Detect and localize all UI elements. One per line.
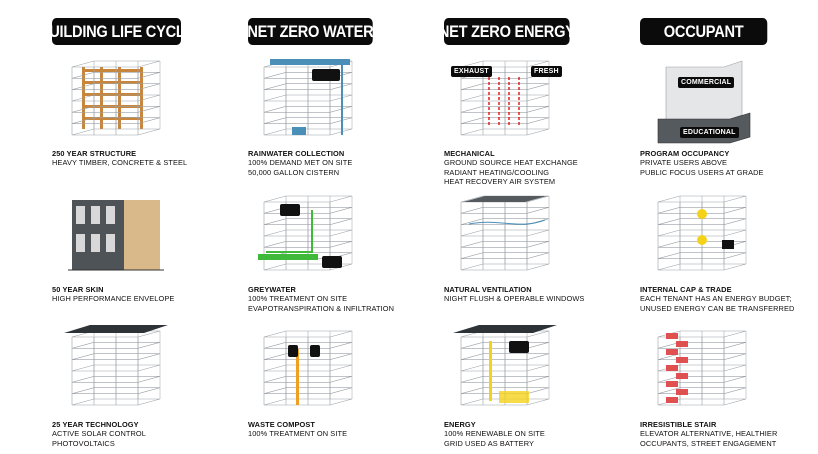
building-wireframe: [646, 325, 758, 415]
diagram-internal-cap-trade: [646, 190, 758, 280]
caption-line: HEAT RECOVERY AIR SYSTEM: [444, 177, 556, 187]
diagram-250-year-structure: [60, 55, 172, 145]
caption-internal-cap-trade: [640, 285, 794, 313]
timber-column: [140, 67, 143, 129]
caption-line: GROUND SOURCE HEAT EXCHANGE: [444, 158, 578, 168]
caption-mechanical: [444, 149, 578, 187]
solar-panel-roof: [453, 325, 557, 333]
building-wireframe: [252, 190, 364, 280]
window: [76, 234, 85, 252]
stair-flight: [666, 397, 678, 403]
building-wireframe: [449, 325, 561, 415]
window: [91, 234, 100, 252]
toilet-icon: [288, 345, 298, 357]
window: [91, 206, 100, 224]
stair-flight: [666, 349, 678, 355]
cistern: [292, 127, 306, 135]
caption-title: INTERNAL CAP & TRADE: [640, 285, 732, 294]
solar-panel-roof: [64, 325, 168, 333]
computer-icon: [722, 240, 734, 249]
header-occupant: OCCUPANT: [640, 18, 767, 45]
energy-token: [697, 209, 707, 219]
fixture-icon: [312, 69, 340, 81]
stair-flight: [676, 389, 688, 395]
stair-flight: [676, 373, 688, 379]
caption-title: ENERGY: [444, 420, 476, 429]
fixture-icon: [322, 256, 342, 268]
toilet-icon: [310, 345, 320, 357]
skin-panel-timber: [124, 200, 160, 270]
caption-line: 100% RENEWABLE ON SITE: [444, 429, 545, 439]
caption-title: IRRESISTIBLE STAIR: [640, 420, 717, 429]
timber-column: [118, 67, 121, 129]
greywater-pipe: [266, 210, 312, 252]
caption-line: 50,000 GALLON CISTERN: [248, 167, 340, 177]
energy-token: [697, 235, 707, 245]
caption-line: PRIVATE USERS ABOVE: [640, 158, 728, 168]
stair-flight: [676, 357, 688, 363]
caption-natural-ventilation: [444, 285, 584, 304]
caption-line: UNUSED ENERGY CAN BE TRANSFERRED: [640, 303, 795, 313]
timber-beam: [82, 69, 142, 72]
commercial-label: COMMERCIAL: [678, 77, 734, 88]
caption-line: HEAVY TIMBER, CONCRETE & STEEL: [52, 158, 188, 168]
battery-block: [499, 391, 529, 403]
caption-line: RADIANT HEATING/COOLING: [444, 167, 550, 177]
caption-title: 25 YEAR TECHNOLOGY: [52, 420, 139, 429]
caption-line: ELEVATOR ALTERNATIVE, HEALTHIER: [640, 429, 778, 439]
window: [106, 206, 115, 224]
airflow-path: [469, 220, 545, 224]
energy-riser: [489, 341, 492, 401]
exhaust-label: EXHAUST: [451, 66, 492, 77]
diagram-natural-ventilation: [449, 190, 561, 280]
caption-line: GRID USED AS BATTERY: [444, 438, 535, 448]
header-net-zero-water: NET ZERO WATER: [248, 18, 373, 45]
diagram-program-occupancy: [646, 55, 758, 145]
caption-line: HIGH PERFORMANCE ENVELOPE: [52, 294, 175, 304]
window: [76, 206, 85, 224]
caption-line: OCCUPANTS, STREET ENGAGEMENT: [640, 438, 777, 448]
caption-energy: [444, 420, 545, 448]
stair-flight: [676, 341, 688, 347]
roof-collector: [270, 59, 350, 65]
compost-chute: [296, 349, 299, 405]
fresh-label: FRESH: [531, 66, 562, 77]
caption-greywater: [248, 285, 394, 313]
stair-flight: [666, 381, 678, 387]
planter: [258, 254, 318, 260]
caption-title: NATURAL VENTILATION: [444, 285, 532, 294]
caption-irresistible-stair: [640, 420, 777, 448]
header-building-life-cycle: BUILDING LIFE CYCLE: [52, 18, 181, 45]
commercial-volume: [666, 61, 742, 121]
caption-title: 250 YEAR STRUCTURE: [52, 149, 137, 158]
fixture-icon: [280, 204, 300, 216]
caption-title: RAINWATER COLLECTION: [248, 149, 345, 158]
roof-slab: [463, 196, 547, 202]
caption-rainwater-collection: [248, 149, 352, 177]
caption-line: ACTIVE SOLAR CONTROL: [52, 429, 146, 439]
caption-line: 100% TREATMENT ON SITE: [248, 429, 348, 439]
caption-line: PHOTOVOLTAICS: [52, 438, 115, 448]
caption-line: 100% DEMAND MET ON SITE: [248, 158, 353, 168]
building-wireframe: [60, 55, 172, 145]
diagram-rainwater-collection: [252, 55, 364, 145]
caption-line: PUBLIC FOCUS USERS AT GRADE: [640, 167, 764, 177]
stair-flight: [666, 365, 678, 371]
caption-line: EACH TENANT HAS AN ENERGY BUDGET;: [640, 294, 792, 304]
building-wireframe: [449, 190, 561, 280]
stair-flight: [666, 333, 678, 339]
caption-25-year-technology: [52, 420, 146, 448]
appliance-icon: [509, 341, 529, 353]
caption-program-occupancy: [640, 149, 764, 177]
caption-title: WASTE COMPOST: [248, 420, 315, 429]
caption-line: 100% TREATMENT ON SITE: [248, 294, 348, 304]
diagram-greywater: [252, 190, 364, 280]
educational-label: EDUCATIONAL: [680, 127, 739, 138]
diagram-25-year-technology: [60, 325, 172, 415]
diagram-energy: [449, 325, 589, 415]
caption-title: PROGRAM OCCUPANCY: [640, 149, 730, 158]
caption-title: MECHANICAL: [444, 149, 495, 158]
building-wireframe: [252, 55, 364, 145]
building-wireframe: [646, 190, 758, 280]
caption-250-year-structure: [52, 149, 187, 168]
caption-line: NIGHT FLUSH & OPERABLE WINDOWS: [444, 294, 585, 304]
building-wireframe: [60, 190, 172, 280]
timber-column: [100, 67, 103, 129]
building-wireframe: [252, 325, 364, 415]
caption-50-year-skin: [52, 285, 174, 304]
caption-title: 50 YEAR SKIN: [52, 285, 104, 294]
caption-title: GREYWATER: [248, 285, 296, 294]
building-wireframe: [60, 325, 172, 415]
diagram-50-year-skin: [60, 190, 172, 280]
caption-waste-compost: [248, 420, 347, 439]
diagram-irresistible-stair: [646, 325, 758, 415]
window: [106, 234, 115, 252]
caption-line: EVAPOTRANSPIRATION & INFILTRATION: [248, 303, 395, 313]
header-net-zero-energy: NET ZERO ENERGY: [444, 18, 570, 45]
diagram-waste-compost: [252, 325, 364, 415]
diagram-mechanical: [449, 55, 561, 145]
